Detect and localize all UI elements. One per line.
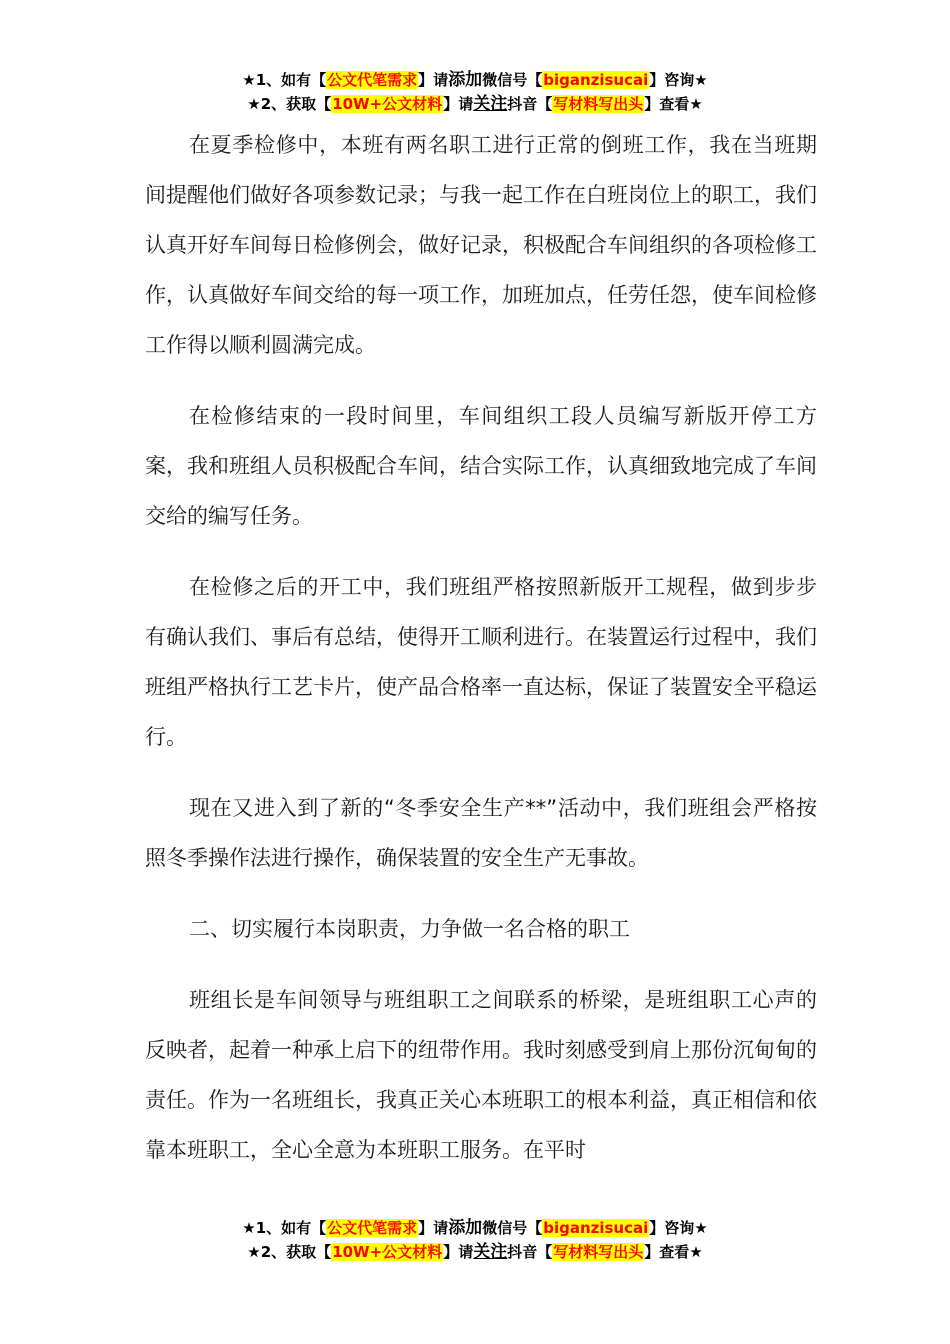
- highlight-text: 公文代笔需求: [327, 71, 418, 89]
- banner-text: 】咨询★: [649, 71, 708, 89]
- banner-text: 微信号【: [482, 71, 543, 89]
- paragraph: 班组长是车间领导与班组职工之间联系的桥梁，是班组职工心声的反映者，起着一种承上启下的纽带作用。我时刻感受到肩上那份沉甸甸的责任。作为一名班组长，我真正关心本班职工的根本利益，真正相信和依靠本班职工，全心全意为本班职工服务。在平时: [145, 988, 817, 1162]
- emphasis-text: 关注: [473, 1242, 508, 1262]
- banner-text: ★2、获取【: [247, 95, 332, 113]
- banner-text: ★1、如有【: [242, 71, 327, 89]
- banner-text: ★2、获取【: [247, 1243, 332, 1261]
- banner-line-1: [0, 1216, 950, 1240]
- banner-text: 抖音【: [507, 95, 553, 113]
- paragraph: 在夏季检修中，本班有两名职工进行正常的倒班工作，我在当班期间提醒他们做好各项参数记录；与我一起工作在白班岗位上的职工，我们认真开好车间每日检修例会，做好记录，积极配合车间组织的各项检修工作，认真做好车间交给的每一项工作，加班加点，任劳任怨，使车间检修工作得以顺利圆满完成。: [145, 133, 817, 357]
- wechat-id: biganzisucai: [543, 71, 649, 89]
- document-body: [145, 120, 817, 1196]
- banner-text: 】请: [443, 95, 474, 113]
- highlight-text: 10W+公文材料: [332, 1243, 443, 1261]
- section-heading: 二、切实履行本岗职责，力争做一名合格的职工: [189, 917, 630, 941]
- banner-text: 】咨询★: [649, 1219, 708, 1237]
- highlight-text: 10W+公文材料: [332, 95, 443, 113]
- banner-line-2: [0, 1240, 950, 1264]
- douyin-account: 写材料写出头: [553, 95, 644, 113]
- paragraph: 在检修结束的一段时间里，车间组织工段人员编写新版开停工方案，我和班组人员积极配合车间，结合实际工作，认真细致地完成了车间交给的编写任务。: [145, 404, 817, 528]
- banner-text: ★1、如有【: [242, 1219, 327, 1237]
- banner-text: 】请: [418, 71, 449, 89]
- banner-text: 】查看★: [644, 95, 703, 113]
- banner-line-1: [0, 68, 950, 92]
- wechat-id: biganzisucai: [543, 1219, 649, 1237]
- emphasis-text: 关注: [473, 94, 508, 114]
- emphasis-text: 添加: [448, 70, 483, 90]
- banner-text: 微信号【: [482, 1219, 543, 1237]
- paragraph: 现在又进入到了新的“冬季安全生产**”活动中，我们班组会严格按照冬季操作法进行操作，确保装置的安全生产无事故。: [145, 796, 817, 870]
- footer-banner: [0, 1216, 950, 1264]
- header-banner: [0, 68, 950, 116]
- banner-text: 】查看★: [644, 1243, 703, 1261]
- douyin-account: 写材料写出头: [553, 1243, 644, 1261]
- highlight-text: 公文代笔需求: [327, 1219, 418, 1237]
- paragraph: 在检修之后的开工中，我们班组严格按照新版开工规程，做到步步有确认我们、事后有总结，使得开工顺利进行。在装置运行过程中，我们班组严格执行工艺卡片，使产品合格率一直达标，保证了装置安全平稳运行。: [145, 575, 817, 749]
- banner-text: 】请: [418, 1219, 449, 1237]
- emphasis-text: 添加: [448, 1218, 483, 1238]
- banner-line-2: [0, 92, 950, 116]
- banner-text: 】请: [443, 1243, 474, 1261]
- banner-text: 抖音【: [507, 1243, 553, 1261]
